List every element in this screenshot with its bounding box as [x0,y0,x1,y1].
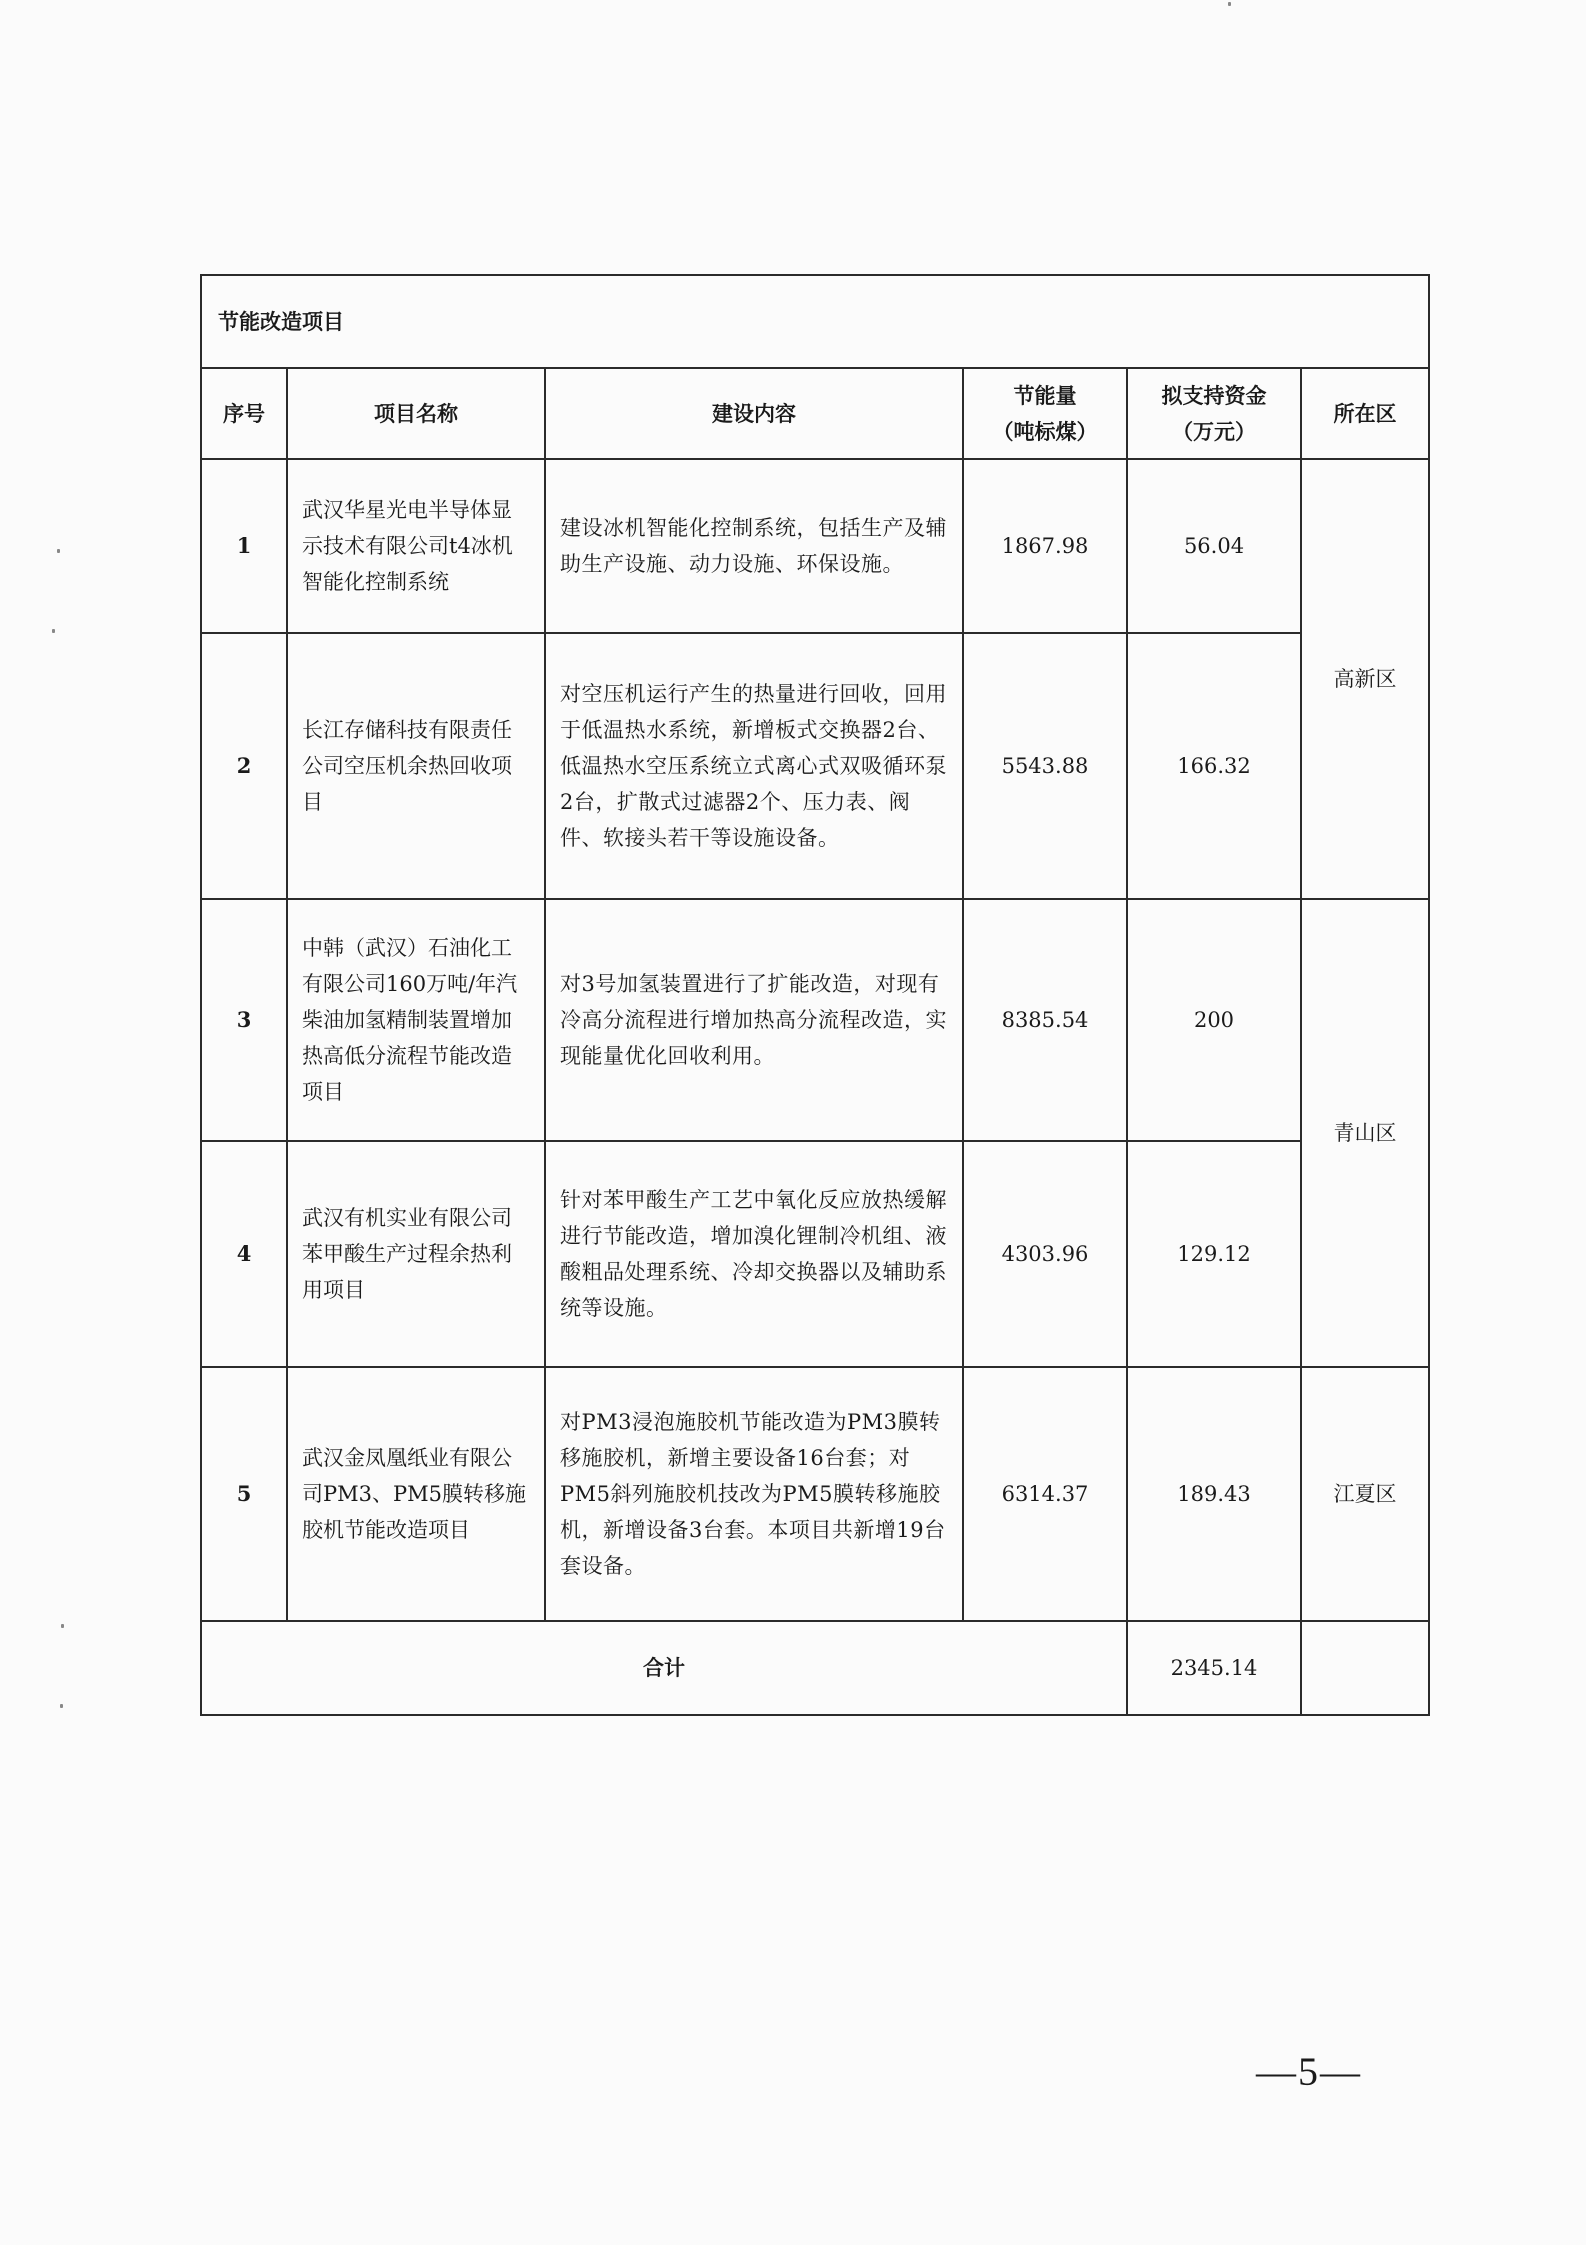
table-row [201,899,1429,1141]
row-construction-content: 针对苯甲酸生产工艺中氧化反应放热缓解进行节能改造，增加溴化锂制冷机组、液酸粗品处理系统、冷却交换器以及辅助系统等设施。 [545,1141,963,1367]
total-funding: 2345.14 [1127,1621,1301,1715]
row-project-name: 长江存储科技有限责任公司空压机余热回收项目 [287,633,545,899]
row-energy-saving: 4303.96 [963,1141,1127,1367]
scan-speck [60,1704,63,1708]
total-row [201,1621,1429,1715]
row-project-name: 武汉华星光电半导体显示技术有限公司t4冰机智能化控制系统 [287,459,545,633]
scan-speck [57,549,60,553]
row-funding: 189.43 [1127,1367,1301,1621]
header-construction-content: 建设内容 [545,368,963,459]
header-funding: 拟支持资金 （万元） [1127,368,1301,459]
row-index: 3 [201,899,287,1141]
row-index: 1 [201,459,287,633]
row-energy-saving: 8385.54 [963,899,1127,1141]
section-title: 节能改造项目 [201,275,1429,368]
header-index: 序号 [201,368,287,459]
table-row [201,1367,1429,1621]
row-energy-saving: 1867.98 [963,459,1127,633]
row-funding: 166.32 [1127,633,1301,899]
district-qingshan: 青山区 [1301,899,1429,1367]
row-funding: 129.12 [1127,1141,1301,1367]
total-label: 合计 [201,1621,1127,1715]
scan-speck [61,1624,64,1628]
row-energy-saving: 6314.37 [963,1367,1127,1621]
row-index: 2 [201,633,287,899]
row-construction-content: 建设冰机智能化控制系统，包括生产及辅助生产设施、动力设施、环保设施。 [545,459,963,633]
scan-speck [52,629,55,633]
header-project-name: 项目名称 [287,368,545,459]
scan-speck [1228,2,1231,6]
row-project-name: 武汉金凤凰纸业有限公司PM3、PM5膜转移施胶机节能改造项目 [287,1367,545,1621]
total-district-empty [1301,1621,1429,1715]
row-index: 5 [201,1367,287,1621]
table-row [201,1141,1429,1367]
row-project-name: 武汉有机实业有限公司苯甲酸生产过程余热利用项目 [287,1141,545,1367]
table-header-row [201,368,1429,459]
energy-saving-project-table [200,274,1430,1716]
row-funding: 56.04 [1127,459,1301,633]
row-construction-content: 对PM3浸泡施胶机节能改造为PM3膜转移施胶机，新增主要设备16台套；对PM5斜列施胶机技改为PM5膜转移施胶机，新增设备3台套。本项目共新增19台套设备。 [545,1367,963,1621]
row-energy-saving: 5543.88 [963,633,1127,899]
header-district: 所在区 [1301,368,1429,459]
page-number: —5— [1256,2049,1362,2094]
row-construction-content: 对空压机运行产生的热量进行回收，回用于低温热水系统，新增板式交换器2台、低温热水空压系统立式离心式双吸循环泵2台，扩散式过滤器2个、压力表、阀件、软接头若干等设施设备。 [545,633,963,899]
district-gaoxin: 高新区 [1301,459,1429,899]
row-project-name: 中韩（武汉）石油化工有限公司160万吨/年汽柴油加氢精制装置增加热高低分流程节能改造项目 [287,899,545,1141]
row-funding: 200 [1127,899,1301,1141]
row-index: 4 [201,1141,287,1367]
row-construction-content: 对3号加氢装置进行了扩能改造，对现有冷高分流程进行增加热高分流程改造，实现能量优化回收利用。 [545,899,963,1141]
table-row [201,459,1429,633]
district-jiangxia: 江夏区 [1301,1367,1429,1621]
table-row [201,633,1429,899]
header-energy-saving: 节能量 （吨标煤） [963,368,1127,459]
